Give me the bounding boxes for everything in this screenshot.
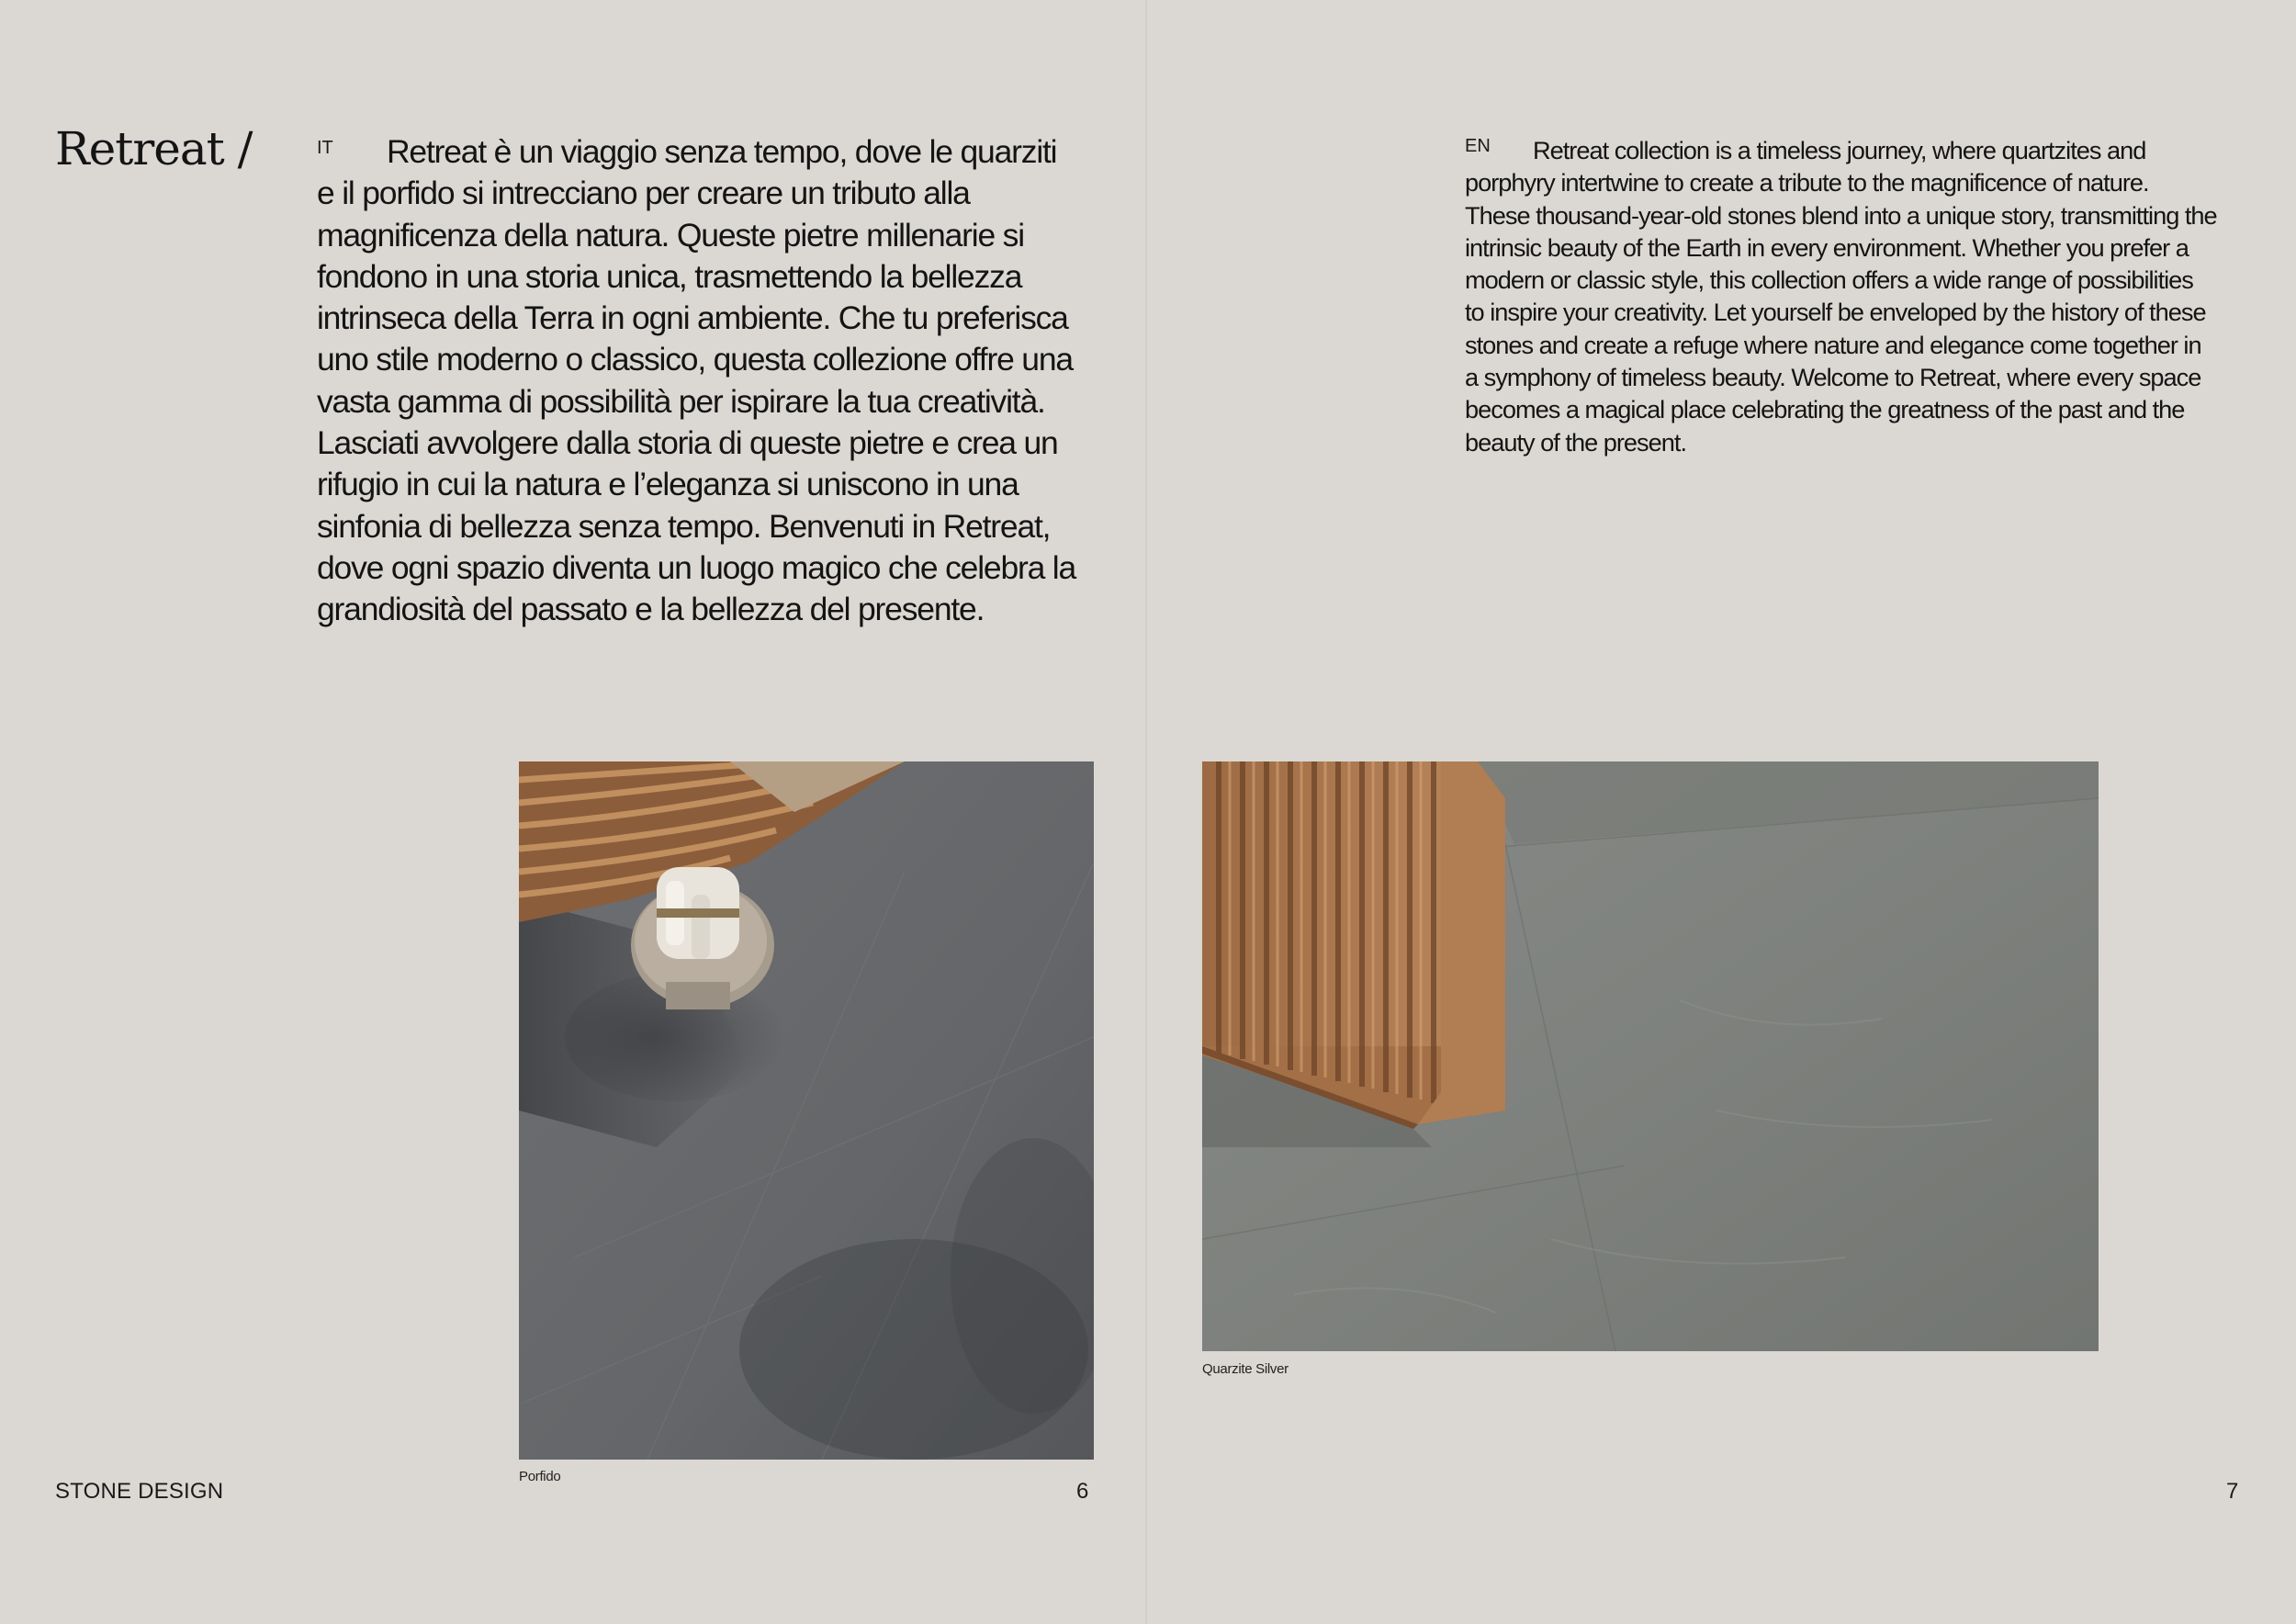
porfido-photo-image (519, 761, 1094, 1460)
quarzite-silver-photo (1202, 761, 2099, 1351)
page-number-right: 7 (2226, 1479, 2239, 1504)
quarzite-silver-caption: Quarzite Silver (1202, 1361, 1289, 1377)
intro-text-en: Retreat collection is a timeless journey, where quartzites and porphyry intertwine to create a tribute to the magnificence of nature. These thousand-year-old stones blend into a unique story, transmitting the intrinsic beauty of the Earth in every environment. Whether you prefer a modern or classic style, this collection offers a wide range of possibilities to inspire your creativity. Let yourself be enveloped by the history of these stones and create a refuge where nature and elegance come together in a symphony of timeless beauty. Welcome to Retreat, where every space becomes a magical place celebrating the greatness of the past and the beauty of the present. (1465, 136, 2217, 457)
left-page (0, 0, 1145, 1624)
quarzite-silver-photo-image (1202, 761, 2099, 1351)
porfido-caption: Porfido (519, 1469, 561, 1484)
intro-text-it: Retreat è un viaggio senza tempo, dove le quarziti e il porfido si intrecciano per creare un tributo alla magnificenza della natura. Queste pietre millenarie si fondono in una storia unica, trasmettendo la bellezza intrinseca della Terra in ogni ambiente. Che tu preferisca uno stile moderno o classico, questa collezione offre una vasta gamma di possibilità per ispirare la tua creatività. Lasciati avvolgere dalla storia di queste pietre e crea un rifugio in cui la natura e l’eleganza si uniscono in una sinfonia di bellezza senza tempo. Benvenuti in Retreat, dove ogni spazio diventa un luogo magico che celebra la grandiosità del passato e la bellezza del presente. (317, 133, 1076, 628)
porfido-photo (519, 761, 1094, 1460)
collection-title: Retreat / (55, 122, 253, 175)
lang-code-en: EN (1465, 136, 1491, 156)
page-number-left: 6 (1076, 1479, 1089, 1504)
lang-code-it: IT (317, 138, 333, 158)
footer-brand: STONE DESIGN (55, 1479, 224, 1504)
